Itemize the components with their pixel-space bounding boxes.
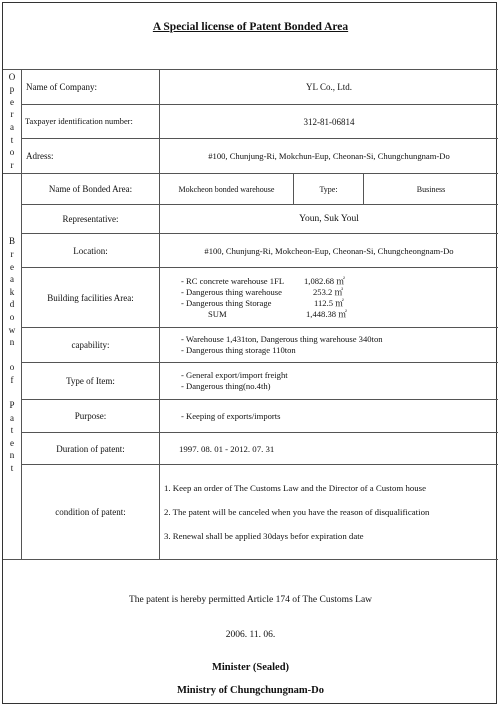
condition-line: 3. Renewal shall be applied 30days befor expiration date (164, 531, 364, 541)
company-name-value: YL Co., Ltd. (306, 82, 352, 92)
type-label: Type: (319, 184, 338, 194)
item-type-line: - General export/import freight (181, 370, 288, 380)
divider (3, 559, 498, 560)
side-label-letter: t (10, 463, 14, 474)
capability-label: capability: (71, 340, 110, 350)
building-line: - RC concrete warehouse 1FL 1,082.68 ㎡ (181, 275, 345, 286)
purpose-label: Purpose: (74, 411, 107, 421)
item-type-list (181, 363, 481, 399)
building-area-label: Building facilities Area: (47, 292, 134, 303)
side-label-letter (11, 349, 13, 362)
condition-line: 1. Keep an order of The Customs Law and the Director of a Custom house (164, 483, 426, 493)
taxpayer-id-value: 312-81-06814 (303, 116, 355, 127)
side-label-letter: f (10, 374, 14, 385)
side-label-letter: B (8, 236, 15, 247)
license-document (2, 2, 497, 704)
side-label-letter: o (9, 311, 15, 322)
item-type-label: Type of Item: (66, 376, 115, 386)
condition-label: condition of patent: (55, 507, 126, 517)
condition-list (160, 465, 498, 559)
permission-statement: The patent is hereby permitted Article 174 of The Customs Law (128, 595, 373, 605)
capability-line: - Warehouse 1,431ton, Dangerous thing warehouse 340ton (181, 334, 383, 344)
side-label-letter: e (10, 96, 14, 107)
side-label-letter: w (8, 324, 16, 335)
operator-side-label (3, 69, 21, 173)
condition-line: 2. The patent will be canceled when you have the reason of disqualification (164, 507, 430, 517)
side-label-letter: P (9, 400, 15, 411)
purpose-value: - Keeping of exports/imports (181, 411, 281, 421)
side-label-letter: r (10, 159, 14, 170)
representative-value: Youn, Suk Youl (299, 214, 359, 224)
side-label-letter: r (10, 109, 14, 120)
taxpayer-id-label: Taxpayer identification number: (25, 117, 133, 126)
side-label-letter: a (10, 274, 14, 285)
side-label-letter: k (9, 286, 15, 297)
side-label-letter: t (10, 134, 14, 145)
side-label-letter: e (10, 437, 14, 448)
side-label-letter: r (10, 248, 14, 259)
location-value: #100, Chunjung-Ri, Mokcheon-Eup, Cheonan-Si, Chungcheongnam-Do (204, 245, 454, 256)
building-sum-line: SUM 1,448.38 ㎡ (208, 308, 347, 319)
bonded-area-value: Mokcheon bonded warehouse (178, 184, 275, 194)
building-line: - Dangerous thing Storage 112.5 ㎡ (181, 297, 344, 308)
side-label-letter: o (9, 147, 15, 158)
side-label-letter: n (9, 450, 15, 461)
side-label-letter: a (10, 412, 14, 423)
duration-value: 1997. 08. 01 - 2012. 07. 31 (179, 443, 275, 454)
side-label-letter: e (10, 261, 14, 272)
side-label-letter (11, 386, 13, 399)
representative-label: Representative: (62, 214, 119, 224)
capability-line: - Dangerous thing storage 110ton (181, 345, 296, 355)
side-label-letter: o (9, 362, 15, 373)
side-label-letter: t (10, 425, 14, 436)
item-type-line: - Dangerous thing(no.4th) (181, 381, 271, 391)
duration-label: Duration of patent: (56, 443, 125, 454)
ministry-name: Ministry of Chungchungnam-Do (176, 685, 325, 696)
address-value: #100, Chunjung-Ri, Mokchun-Eup, Cheonan-Si, Chungchungnam-Do (208, 151, 450, 161)
building-area-list (181, 268, 481, 327)
location-label: Location: (73, 245, 108, 256)
bonded-area-label: Name of Bonded Area: (48, 184, 133, 194)
capability-list (181, 328, 491, 362)
side-label-letter: d (9, 299, 15, 310)
side-label-letter: n (9, 337, 15, 348)
building-line: - Dangerous thing warehouse 253.2 ㎡ (181, 286, 344, 297)
side-label-letter: p (9, 84, 15, 95)
document-title: A Special license of Patent Bonded Area (152, 21, 349, 33)
company-name-label: Name of Company: (26, 82, 97, 92)
issue-date: 2006. 11. 06. (225, 630, 276, 640)
address-label: Adress: (26, 151, 54, 161)
side-label-letter: a (10, 122, 14, 132)
signer: Minister (Sealed) (211, 662, 290, 673)
side-label-letter: O (8, 71, 16, 82)
type-value: Business (416, 184, 446, 194)
breakdown-side-label (3, 235, 21, 475)
